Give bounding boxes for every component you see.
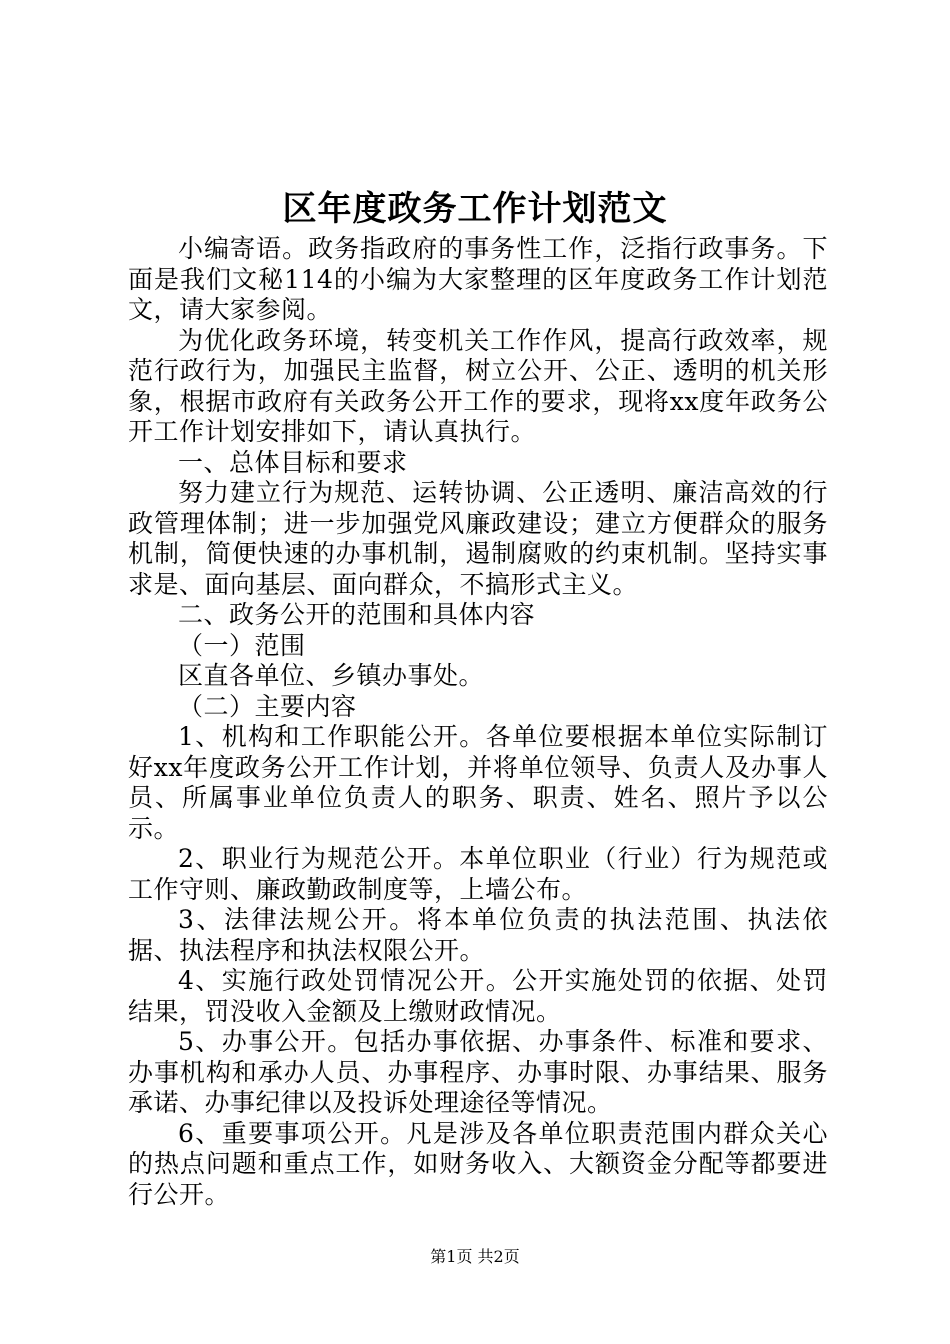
subheading-scope: （一）范围 (178, 630, 306, 660)
list-item-4: 4、实施行政处罚情况公开。公开实施处罚的依据、处罚结果，罚没收入金额及上缴财政情况。 (128, 966, 828, 1026)
list-item-3: 3、法律法规公开。将本单位负责的执法范围、执法依据、执法程序和执法权限公开。 (128, 905, 828, 965)
document-title: 区年度政务工作计划范文 (282, 189, 668, 229)
paragraph-goals: 努力建立行为规范、运转协调、公正透明、廉洁高效的行政管理体制；进一步加强党风廉政建设；建立方便群众的服务机制，简便快速的办事机制，遏制腐败的约束机制。坚持实事求是、面向基层、面向群众，不搞形式主义。 (128, 478, 828, 599)
document-body (128, 234, 828, 1210)
section-heading-scope-content: 二、政务公开的范围和具体内容 (178, 600, 536, 629)
list-item-6: 6、重要事项公开。凡是涉及各单位职责范围内群众关心的热点问题和重点工作，如财务收入、大额资金分配等都要进行公开。 (128, 1118, 828, 1209)
section-heading-goals: 一、总体目标和要求 (178, 447, 408, 477)
list-item-1: 1、机构和工作职能公开。各单位要根据本单位实际制订好xx年度政务公开工作计划，并将单位领导、负责人及办事人员、所属事业单位负责人的职务、职责、姓名、照片予以公示。 (128, 722, 828, 843)
subheading-main-content: （二）主要内容 (178, 691, 357, 721)
list-item-5: 5、办事公开。包括办事依据、办事条件、标准和要求、办事机构和承办人员、办事程序、办事时限、办事结果、服务承诺、办事纪律以及投诉处理途径等情况。 (128, 1027, 828, 1117)
paragraph-intro: 小编寄语。政务指政府的事务性工作，泛指行政事务。下面是我们文秘114的小编为大家整理的区年度政务工作计划范文，请大家参阅。 (128, 234, 828, 324)
paragraph-purpose: 为优化政务环境，转变机关工作作风，提高行政效率，规范行政行为，加强民主监督，树立公开、公正、透明的机关形象，根据市政府有关政务公开工作的要求，现将xx度年政务公开工作计划安排如下，请认真执行。 (128, 325, 828, 446)
page-footer: 第1页 共2页 (430, 1247, 520, 1266)
list-item-2: 2、职业行为规范公开。本单位职业（行业）行为规范或工作守则、廉政勤政制度等，上墙公布。 (128, 844, 828, 904)
paragraph-scope: 区直各单位、乡镇办事处。 (178, 661, 485, 690)
